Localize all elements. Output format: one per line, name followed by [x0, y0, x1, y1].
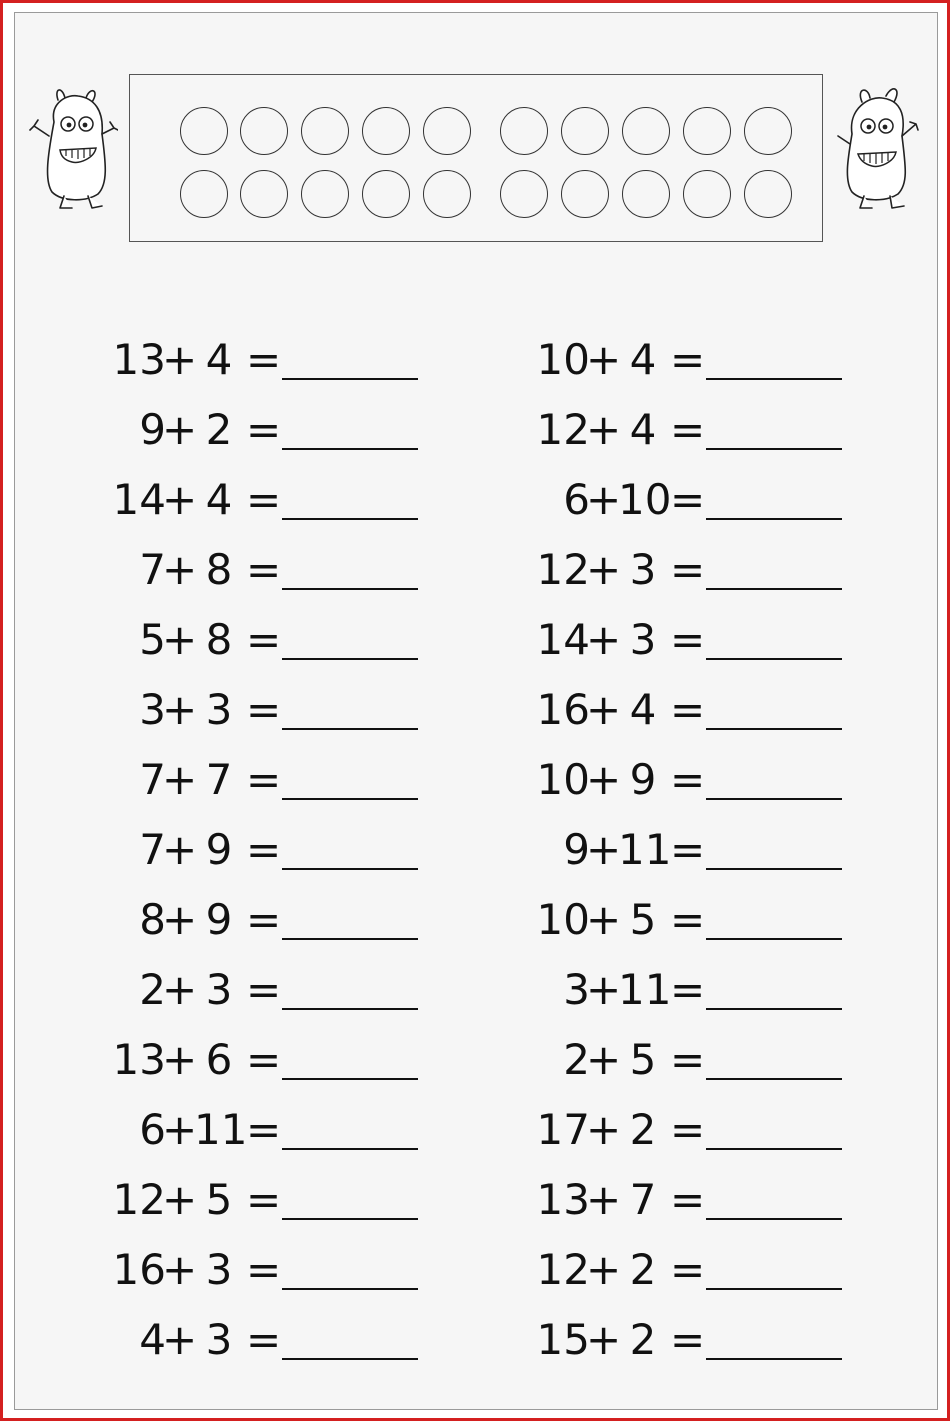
answer-line[interactable]: [282, 378, 418, 380]
plus-sign: +: [586, 335, 622, 384]
first-addend: 9: [563, 825, 590, 874]
first-addend: 10: [536, 895, 590, 944]
second-addend: 3: [205, 685, 233, 734]
second-addend: 2: [205, 405, 233, 454]
first-addend: 13: [536, 1175, 590, 1224]
second-addend: 7: [629, 1175, 657, 1224]
second-addend: 8: [205, 545, 233, 594]
problem-row: [106, 400, 446, 460]
second-addend: 5: [629, 895, 657, 944]
second-addend: 11: [618, 965, 672, 1014]
equals-sign: =: [246, 1035, 282, 1084]
second-addend: 11: [618, 825, 672, 874]
answer-line[interactable]: [706, 1078, 842, 1080]
problem-row: [530, 960, 870, 1020]
answer-line[interactable]: [282, 1288, 418, 1290]
first-addend: 13: [112, 1035, 166, 1084]
plus-sign: +: [162, 1035, 198, 1084]
plus-sign: +: [586, 1245, 622, 1294]
first-addend: 2: [139, 965, 166, 1014]
equals-sign: =: [670, 1105, 706, 1154]
second-addend: 6: [205, 1035, 233, 1084]
answer-line[interactable]: [706, 728, 842, 730]
equals-sign: =: [670, 825, 706, 874]
problem-row: [530, 680, 870, 740]
equals-sign: =: [670, 1035, 706, 1084]
second-addend: 4: [629, 335, 657, 384]
first-addend: 12: [536, 545, 590, 594]
counter-circle-icon[interactable]: [362, 170, 410, 218]
first-addend: 10: [536, 755, 590, 804]
first-addend: 17: [536, 1105, 590, 1154]
equals-sign: =: [246, 895, 282, 944]
monster-right-icon: [834, 84, 924, 216]
plus-sign: +: [586, 615, 622, 664]
answer-line[interactable]: [706, 1358, 842, 1360]
second-addend: 4: [205, 475, 233, 524]
plus-sign: +: [162, 1315, 198, 1364]
answer-line[interactable]: [282, 868, 418, 870]
counter-circle-icon[interactable]: [180, 107, 228, 155]
plus-sign: +: [162, 615, 198, 664]
plus-sign: +: [162, 335, 198, 384]
equals-sign: =: [246, 615, 282, 664]
equals-sign: =: [246, 965, 282, 1014]
answer-line[interactable]: [706, 518, 842, 520]
answer-line[interactable]: [706, 1148, 842, 1150]
plus-sign: +: [586, 965, 622, 1014]
answer-line[interactable]: [282, 518, 418, 520]
answer-line[interactable]: [282, 1358, 418, 1360]
counter-circle-icon[interactable]: [622, 107, 670, 155]
second-addend: 5: [205, 1175, 233, 1224]
equals-sign: =: [670, 615, 706, 664]
answer-line[interactable]: [706, 868, 842, 870]
counter-circle-icon[interactable]: [500, 170, 548, 218]
plus-sign: +: [586, 685, 622, 734]
equals-sign: =: [670, 335, 706, 384]
plus-sign: +: [162, 895, 198, 944]
second-addend: 4: [629, 405, 657, 454]
first-addend: 16: [536, 685, 590, 734]
problem-row: [106, 1310, 446, 1370]
first-addend: 2: [563, 1035, 590, 1084]
second-addend: 3: [205, 965, 233, 1014]
problem-row: [530, 330, 870, 390]
first-addend: 13: [112, 335, 166, 384]
problem-row: [106, 820, 446, 880]
plus-sign: +: [162, 825, 198, 874]
problem-row: [106, 330, 446, 390]
plus-sign: +: [586, 895, 622, 944]
problem-row: [106, 960, 446, 1020]
first-addend: 4: [139, 1315, 166, 1364]
equals-sign: =: [246, 545, 282, 594]
first-addend: 12: [112, 1175, 166, 1224]
problem-row: [530, 820, 870, 880]
plus-sign: +: [162, 685, 198, 734]
problem-row: [530, 1240, 870, 1300]
first-addend: 7: [139, 545, 166, 594]
problem-row: [106, 1170, 446, 1230]
problem-row: [530, 1100, 870, 1160]
equals-sign: =: [670, 405, 706, 454]
problem-row: [530, 1030, 870, 1090]
counter-frame: [129, 74, 823, 242]
answer-line[interactable]: [282, 658, 418, 660]
equals-sign: =: [670, 685, 706, 734]
problem-row: [106, 1100, 446, 1160]
equals-sign: =: [246, 1245, 282, 1294]
problem-row: [530, 470, 870, 530]
answer-line[interactable]: [282, 1008, 418, 1010]
counter-circle-icon[interactable]: [561, 170, 609, 218]
first-addend: 6: [139, 1105, 166, 1154]
second-addend: 5: [629, 1035, 657, 1084]
equals-sign: =: [670, 475, 706, 524]
answer-line[interactable]: [706, 588, 842, 590]
second-addend: 3: [629, 615, 657, 664]
first-addend: 3: [563, 965, 590, 1014]
plus-sign: +: [586, 475, 622, 524]
problem-row: [106, 470, 446, 530]
counter-circle-icon[interactable]: [240, 170, 288, 218]
answer-line[interactable]: [282, 1078, 418, 1080]
answer-line[interactable]: [706, 658, 842, 660]
first-addend: 14: [536, 615, 590, 664]
answer-line[interactable]: [282, 728, 418, 730]
equals-sign: =: [670, 1175, 706, 1224]
problem-row: [530, 610, 870, 670]
second-addend: 9: [629, 755, 657, 804]
problem-row: [106, 1240, 446, 1300]
answer-line[interactable]: [706, 798, 842, 800]
counter-circle-icon[interactable]: [423, 170, 471, 218]
plus-sign: +: [162, 405, 198, 454]
second-addend: 3: [205, 1315, 233, 1364]
equals-sign: =: [246, 335, 282, 384]
problem-row: [106, 680, 446, 740]
first-addend: 7: [139, 825, 166, 874]
equals-sign: =: [246, 475, 282, 524]
plus-sign: +: [586, 1175, 622, 1224]
plus-sign: +: [586, 755, 622, 804]
counter-circle-icon[interactable]: [240, 107, 288, 155]
equals-sign: =: [246, 1175, 282, 1224]
equals-sign: =: [246, 825, 282, 874]
first-addend: 7: [139, 755, 166, 804]
problem-row: [106, 750, 446, 810]
equals-sign: =: [246, 685, 282, 734]
problem-row: [530, 400, 870, 460]
counter-circle-icon[interactable]: [622, 170, 670, 218]
second-addend: 3: [629, 545, 657, 594]
second-addend: 2: [629, 1315, 657, 1364]
answer-line[interactable]: [282, 1218, 418, 1220]
plus-sign: +: [162, 1245, 198, 1294]
answer-line[interactable]: [282, 448, 418, 450]
plus-sign: +: [162, 965, 198, 1014]
equals-sign: =: [670, 1245, 706, 1294]
answer-line[interactable]: [282, 1148, 418, 1150]
first-addend: 3: [139, 685, 166, 734]
equals-sign: =: [670, 965, 706, 1014]
second-addend: 2: [629, 1105, 657, 1154]
counter-circle-icon[interactable]: [744, 107, 792, 155]
equals-sign: =: [670, 755, 706, 804]
counter-circle-icon[interactable]: [683, 107, 731, 155]
problem-row: [106, 1030, 446, 1090]
problem-row: [530, 1310, 870, 1370]
answer-line[interactable]: [706, 1008, 842, 1010]
equals-sign: =: [246, 405, 282, 454]
plus-sign: +: [162, 1175, 198, 1224]
equals-sign: =: [670, 895, 706, 944]
answer-line[interactable]: [706, 448, 842, 450]
answer-line[interactable]: [282, 798, 418, 800]
equals-sign: =: [670, 1315, 706, 1364]
equals-sign: =: [246, 1105, 282, 1154]
counter-circle-icon[interactable]: [301, 170, 349, 218]
counter-circle-icon[interactable]: [683, 170, 731, 218]
second-addend: 10: [618, 475, 672, 524]
counter-circle-icon[interactable]: [561, 107, 609, 155]
plus-sign: +: [586, 1315, 622, 1364]
counter-circle-icon[interactable]: [301, 107, 349, 155]
plus-sign: +: [162, 755, 198, 804]
plus-sign: +: [162, 475, 198, 524]
first-addend: 12: [536, 405, 590, 454]
second-addend: 4: [629, 685, 657, 734]
problem-row: [530, 750, 870, 810]
problem-row: [530, 890, 870, 950]
first-addend: 9: [139, 405, 166, 454]
problem-row: [106, 540, 446, 600]
problem-row: [530, 540, 870, 600]
answer-line[interactable]: [706, 378, 842, 380]
counter-circle-icon[interactable]: [744, 170, 792, 218]
plus-sign: +: [586, 405, 622, 454]
counter-circle-icon[interactable]: [423, 107, 471, 155]
counter-circle-icon[interactable]: [362, 107, 410, 155]
second-addend: 9: [205, 825, 233, 874]
plus-sign: +: [586, 545, 622, 594]
second-addend: 9: [205, 895, 233, 944]
problem-row: [106, 890, 446, 950]
second-addend: 3: [205, 1245, 233, 1294]
first-addend: 12: [536, 1245, 590, 1294]
problem-row: [530, 1170, 870, 1230]
second-addend: 11: [194, 1105, 248, 1154]
answer-line[interactable]: [706, 938, 842, 940]
second-addend: 2: [629, 1245, 657, 1294]
counter-circle-icon[interactable]: [500, 107, 548, 155]
equals-sign: =: [246, 755, 282, 804]
first-addend: 8: [139, 895, 166, 944]
second-addend: 8: [205, 615, 233, 664]
answer-line[interactable]: [706, 1288, 842, 1290]
first-addend: 5: [139, 615, 166, 664]
plus-sign: +: [162, 1105, 198, 1154]
monster-left-icon: [28, 84, 118, 216]
second-addend: 7: [205, 755, 233, 804]
counter-circle-icon[interactable]: [180, 170, 228, 218]
equals-sign: =: [246, 1315, 282, 1364]
answer-line[interactable]: [706, 1218, 842, 1220]
plus-sign: +: [586, 825, 622, 874]
answer-line[interactable]: [282, 938, 418, 940]
first-addend: 16: [112, 1245, 166, 1294]
problem-row: [106, 610, 446, 670]
second-addend: 4: [205, 335, 233, 384]
plus-sign: +: [586, 1035, 622, 1084]
plus-sign: +: [586, 1105, 622, 1154]
answer-line[interactable]: [282, 588, 418, 590]
first-addend: 10: [536, 335, 590, 384]
first-addend: 15: [536, 1315, 590, 1364]
first-addend: 6: [563, 475, 590, 524]
equals-sign: =: [670, 545, 706, 594]
plus-sign: +: [162, 545, 198, 594]
first-addend: 14: [112, 475, 166, 524]
